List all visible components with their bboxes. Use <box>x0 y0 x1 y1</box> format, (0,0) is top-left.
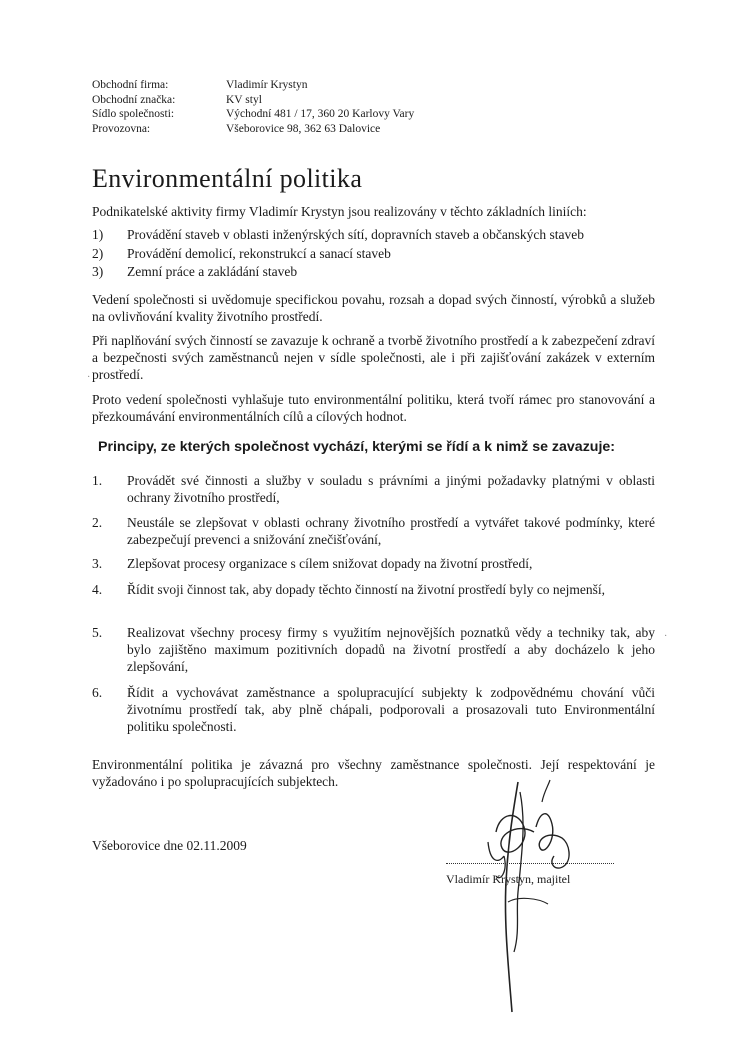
info-row-seat <box>92 107 414 122</box>
info-value: Všeborovice 98, 362 63 Dalovice <box>226 122 381 135</box>
paragraph-awareness: Vedení společnosti si uvědomuje specifickou povahu, rozsah a dopad svých činností, výrobků a služeb na ovlivňování kvality životního prostředí. <box>92 292 655 324</box>
list-item-text: Zemní práce a zakládání staveb <box>127 264 298 279</box>
list-item-text: Provádět své činnosti a služby v souladu s právními a jinými požadavky platnými v oblasti ochrany životního prostředí, <box>127 473 655 505</box>
list-item-text: Řídit a vychovávat zaměstnance a spolupracující subjekty k zodpovědnému chování vůči životnímu prostředí tak, aby plně chápali, podporovali a prosazovali tuto Environmentální politiku společnosti. <box>127 685 655 734</box>
company-info <box>92 78 414 136</box>
list-item-text: Neustále se zlepšovat v oblasti ochrany životního prostředí a vytvářet takové podmínky, které zabezpečují prevenci a snižování znečišťování, <box>127 515 655 547</box>
signature-line <box>446 862 614 864</box>
list-item <box>92 263 655 282</box>
handwritten-signature <box>478 772 588 1022</box>
list-item <box>92 624 655 675</box>
list-item-number: 4. <box>92 582 103 597</box>
list-item <box>92 684 655 735</box>
principles-heading: Principy, ze kterých společnost vychází, kterými se řídí a k nimž se zavazuje: <box>98 439 616 455</box>
list-item <box>92 555 655 572</box>
activities-list <box>92 226 655 282</box>
list-item-text: Provádění staveb v oblasti inženýrských sítí, dopravních staveb a občanských staveb <box>127 227 585 242</box>
document-title: Environmentální politika <box>92 164 363 193</box>
list-item <box>92 514 655 548</box>
info-value: KV styl <box>226 93 262 106</box>
signer-name: Vladimír Krystyn, majitel <box>446 872 571 886</box>
info-label: Sídlo společnosti: <box>92 108 175 120</box>
list-item <box>92 472 655 506</box>
list-item-text: Realizovat všechny procesy firmy s využitím nejnovějších poznatků vědy a techniky tak, aby bylo zajištěno maximum pozitivních dopadů na životní prostředí a aby docházelo k jeho zlepšování, <box>127 625 655 674</box>
paragraph-declaration: Proto vedení společnosti vyhlašuje tuto environmentální politiku, která tvoří rámec pro stanovování a přezkoumávání environmentálních cílů a cílových hodnot. <box>92 392 655 424</box>
list-item-text: Provádění demolicí, rekonstrukcí a sanací staveb <box>127 245 391 261</box>
list-item <box>92 226 655 245</box>
document-date: Všeborovice dne 02.11.2009 <box>92 838 247 853</box>
info-label: Obchodní značka: <box>92 93 176 106</box>
scan-speck: · <box>664 631 668 642</box>
info-value: Východní 481 / 17, 360 20 Karlovy Vary <box>226 108 415 120</box>
list-item-number: 2) <box>92 245 104 261</box>
list-item-number: 3) <box>92 264 104 279</box>
list-item-number: 3. <box>92 556 103 571</box>
info-row-firm <box>92 78 414 93</box>
intro-paragraph: Podnikatelské aktivity firmy Vladimír Krystyn jsou realizovány v těchto základních liniích: <box>92 204 587 219</box>
list-item-text: Řídit svoji činnost tak, aby dopady těchto činností na životní prostředí byly co nejmenší, <box>127 582 606 597</box>
info-row-premises <box>92 122 414 137</box>
list-item <box>92 581 655 598</box>
info-row-brand <box>92 93 414 108</box>
list-item-text: Zlepšovat procesy organizace s cílem snižovat dopady na životní prostředí, <box>127 556 533 571</box>
list-item-number: 2. <box>92 515 103 530</box>
list-item <box>92 245 655 264</box>
list-item-number: 1. <box>92 473 103 488</box>
closing-paragraph: Environmentální politika je závazná pro všechny zaměstnance společnosti. Její respektování je vyžadováno i po spolupracujících subjektech. <box>92 757 655 789</box>
list-item-number: 1) <box>92 227 104 242</box>
info-label: Provozovna: <box>92 122 151 135</box>
info-label: Obchodní firma: <box>92 79 169 91</box>
info-value: Vladimír Krystyn <box>226 79 308 91</box>
paragraph-commitment: Při naplňování svých činností se zavazuje k ochraně a tvorbě životního prostředí a k zabezpečení zdraví a bezpečnosti svých zaměstnanců nejen v sídle společnosti, ale i při zajišťování zakázek v externím prostředí. <box>92 333 655 382</box>
list-item-number: 5. <box>92 625 103 640</box>
scan-speck: · <box>87 372 91 383</box>
list-item-number: 6. <box>92 685 103 700</box>
